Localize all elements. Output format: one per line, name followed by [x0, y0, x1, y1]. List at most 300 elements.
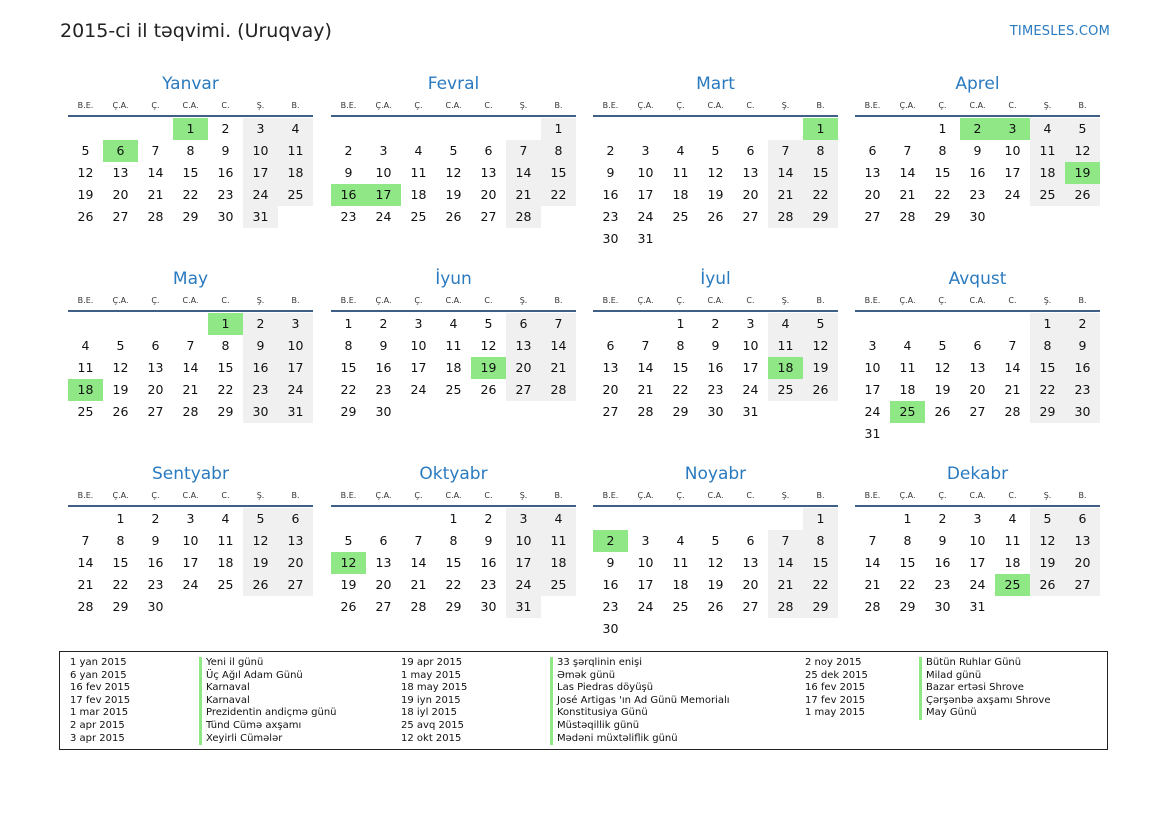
day-cell: 31 — [864, 426, 881, 441]
weekday-header: Ç.A. — [112, 491, 129, 500]
day-cell: 27 — [969, 404, 986, 419]
empty-cell — [855, 118, 890, 140]
day-cell: 26 — [243, 574, 278, 596]
header-rule — [68, 310, 313, 312]
day-cell: 7 — [186, 338, 195, 353]
day-cell: 6 — [606, 338, 615, 353]
weekday-header: C.A. — [445, 296, 462, 305]
day-cell: 2 — [243, 313, 278, 335]
day-cell: 19 — [77, 187, 94, 202]
day-cell: 13 — [278, 530, 313, 552]
legend-holiday-name: Bazar ertəsi Shrove — [926, 682, 1024, 694]
day-cell: 10 — [243, 140, 278, 162]
week-row — [855, 423, 1100, 445]
day-cell: 23 — [934, 577, 951, 592]
empty-cell — [768, 228, 803, 250]
day-cell: 26 — [112, 404, 129, 419]
week-row — [855, 184, 1100, 206]
empty-cell — [331, 508, 366, 530]
day-cell: 23 — [375, 382, 392, 397]
weekday-header: C.A. — [445, 491, 462, 500]
legend-holiday-name: José Artigas 'ın Ad Günü Memorialı — [557, 694, 730, 706]
month-name: Aprel — [955, 74, 1000, 94]
day-cell: 24 — [742, 382, 759, 397]
week-row — [855, 530, 1100, 552]
week-row — [331, 118, 576, 140]
empty-cell — [541, 401, 576, 423]
week-row — [593, 618, 838, 640]
day-cell: 18 — [672, 187, 689, 202]
day-cell: 25 — [890, 401, 925, 423]
day-cell: 30 — [1065, 401, 1100, 423]
empty-cell — [995, 206, 1030, 228]
weekday-header: Ş. — [519, 491, 528, 500]
weekday-header: Ç.A. — [375, 491, 392, 500]
weekday-header: Ç. — [414, 101, 423, 110]
day-cell: 15 — [182, 165, 199, 180]
day-cell: 10 — [182, 533, 199, 548]
header-rule — [593, 115, 838, 117]
legend-holiday-marker — [199, 657, 202, 745]
week-row — [331, 379, 576, 401]
day-cell: 2 — [151, 511, 160, 526]
day-cell: 25 — [410, 209, 427, 224]
day-cell: 30 — [217, 209, 234, 224]
weekday-header-row — [68, 294, 313, 308]
day-cell: 21 — [1004, 382, 1021, 397]
month-name: Oktyabr — [419, 464, 488, 484]
weekday-header: B.E. — [77, 296, 94, 305]
day-cell: 23 — [602, 209, 619, 224]
week-row — [331, 335, 576, 357]
day-cell: 31 — [969, 599, 986, 614]
week-row — [855, 140, 1100, 162]
weekday-header: B. — [816, 296, 825, 305]
empty-cell — [366, 508, 401, 530]
empty-cell — [663, 618, 698, 640]
day-cell: 1 — [344, 316, 353, 331]
site-link[interactable]: TIMESLES.COM — [1009, 24, 1110, 39]
header-rule — [855, 115, 1100, 117]
weekday-header: Ç. — [676, 296, 685, 305]
empty-cell — [768, 401, 803, 423]
weekday-header-row — [331, 489, 576, 503]
weekday-header: B.E. — [340, 101, 357, 110]
legend-date: 19 apr 2015 — [401, 657, 463, 668]
day-cell: 17 — [243, 162, 278, 184]
empty-cell — [68, 118, 103, 140]
legend-date: 1 may 2015 — [401, 669, 461, 681]
week-row — [68, 184, 313, 206]
day-cell: 7 — [81, 533, 90, 548]
day-cell: 13 — [147, 360, 164, 375]
empty-cell — [593, 118, 628, 140]
empty-cell — [401, 508, 436, 530]
day-cell: 3 — [379, 143, 388, 158]
day-cell: 27 — [112, 209, 129, 224]
day-cell: 14 — [768, 162, 803, 184]
day-cell: 18 — [410, 187, 427, 202]
day-cell: 24 — [969, 577, 986, 592]
week-row — [593, 596, 838, 618]
day-cell: 4 — [414, 143, 423, 158]
week-row — [593, 118, 838, 140]
weekday-header: C. — [221, 491, 230, 500]
day-cell: 24 — [506, 574, 541, 596]
day-cell: 1 — [449, 511, 458, 526]
legend-holiday-name: Milad günü — [926, 669, 982, 681]
day-cell: 18 — [278, 162, 313, 184]
legend-dates-column — [70, 657, 130, 745]
weekday-header: B. — [816, 491, 825, 500]
page-title: 2015-ci il təqvimi. (Uruqvay) — [60, 20, 332, 42]
day-cell: 9 — [379, 338, 388, 353]
legend-date: 19 iyn 2015 — [401, 694, 461, 706]
weekday-header: Ç. — [151, 101, 160, 110]
weekday-header: C. — [484, 296, 493, 305]
day-cell: 12 — [480, 338, 497, 353]
weekday-header: Ç.A. — [637, 296, 654, 305]
empty-cell — [506, 118, 541, 140]
empty-cell — [471, 401, 506, 423]
day-cell: 3 — [186, 511, 195, 526]
legend-date: 1 may 2015 — [805, 707, 865, 719]
weekday-header: B. — [554, 296, 563, 305]
day-cell: 27 — [1065, 574, 1100, 596]
empty-cell — [698, 508, 733, 530]
day-cell: 16 — [331, 184, 366, 206]
day-cell: 29 — [934, 209, 951, 224]
weekday-header: Ş. — [519, 296, 528, 305]
week-row — [593, 184, 838, 206]
day-cell: 29 — [803, 596, 838, 618]
day-cell: 22 — [182, 187, 199, 202]
day-cell: 31 — [742, 404, 759, 419]
legend-date: 25 dek 2015 — [805, 669, 868, 681]
day-cell: 20 — [1065, 552, 1100, 574]
day-cell: 24 — [864, 404, 881, 419]
empty-cell — [103, 313, 138, 335]
empty-cell — [401, 118, 436, 140]
day-cell: 23 — [480, 577, 497, 592]
weekday-header: B. — [1078, 296, 1087, 305]
weekday-header: Ç. — [676, 101, 685, 110]
week-row — [593, 357, 838, 379]
day-cell: 4 — [449, 316, 458, 331]
day-cell: 12 — [707, 555, 724, 570]
day-cell: 11 — [672, 555, 689, 570]
empty-cell — [960, 313, 995, 335]
empty-cell — [138, 118, 173, 140]
day-cell: 17 — [278, 357, 313, 379]
week-row — [331, 313, 576, 335]
day-cell: 10 — [375, 165, 392, 180]
week-row — [593, 552, 838, 574]
day-cell: 9 — [484, 533, 493, 548]
week-row — [331, 184, 576, 206]
day-cell: 4 — [1008, 511, 1017, 526]
week-row — [68, 596, 313, 618]
day-cell: 6 — [151, 338, 160, 353]
day-cell: 8 — [344, 338, 353, 353]
day-cell: 19 — [243, 552, 278, 574]
weekday-header: B.E. — [77, 491, 94, 500]
empty-cell — [628, 118, 663, 140]
week-row — [593, 530, 838, 552]
day-cell: 19 — [1030, 552, 1065, 574]
weekday-header: B. — [291, 101, 300, 110]
week-row — [68, 335, 313, 357]
day-cell: 6 — [484, 143, 493, 158]
weekday-header: Ş. — [1043, 101, 1052, 110]
legend-holiday-name: Yeni il günü — [206, 657, 264, 668]
day-cell: 25 — [672, 599, 689, 614]
day-cell: 21 — [506, 184, 541, 206]
day-cell: 11 — [445, 338, 462, 353]
day-cell: 28 — [506, 206, 541, 228]
day-cell: 3 — [414, 316, 423, 331]
legend-holiday-name: Las Piedras döyüşü — [557, 682, 654, 694]
empty-cell — [698, 618, 733, 640]
week-row — [855, 335, 1100, 357]
day-cell: 18 — [1030, 162, 1065, 184]
day-cell: 8 — [116, 533, 125, 548]
day-cell: 17 — [1004, 165, 1021, 180]
weekday-header: Ş. — [256, 491, 265, 500]
day-cell: 20 — [480, 187, 497, 202]
day-cell: 24 — [637, 209, 654, 224]
header-rule — [68, 505, 313, 507]
day-cell: 18 — [445, 360, 462, 375]
week-row — [68, 379, 313, 401]
legend-holiday-name: Əmək günü — [557, 669, 616, 681]
day-cell: 20 — [864, 187, 881, 202]
day-cell: 1 — [208, 313, 243, 335]
day-cell: 9 — [606, 165, 615, 180]
day-cell: 25 — [445, 382, 462, 397]
month-name: Yanvar — [162, 74, 219, 94]
day-cell: 21 — [147, 187, 164, 202]
day-cell: 9 — [606, 555, 615, 570]
day-cell: 20 — [969, 382, 986, 397]
day-cell: 17 — [864, 382, 881, 397]
day-cell: 10 — [410, 338, 427, 353]
header-rule — [331, 310, 576, 312]
day-cell: 26 — [934, 404, 951, 419]
day-cell: 6 — [746, 143, 755, 158]
weekday-header-row — [331, 99, 576, 113]
day-cell: 29 — [217, 404, 234, 419]
day-cell: 19 — [934, 382, 951, 397]
day-cell: 24 — [375, 209, 392, 224]
day-cell: 26 — [707, 209, 724, 224]
week-row — [593, 228, 838, 250]
header-rule — [855, 505, 1100, 507]
day-cell: 30 — [243, 401, 278, 423]
day-cell: 14 — [1004, 360, 1021, 375]
month-name: Dekabr — [946, 464, 1009, 484]
day-cell: 12 — [77, 165, 94, 180]
day-cell: 14 — [899, 165, 916, 180]
week-row — [68, 530, 313, 552]
day-cell: 28 — [182, 404, 199, 419]
day-cell: 8 — [186, 143, 195, 158]
day-cell: 17 — [969, 555, 986, 570]
week-row — [331, 357, 576, 379]
legend-holiday-name: Konstitusiya Günü — [557, 707, 648, 719]
day-cell: 13 — [1065, 530, 1100, 552]
day-cell: 18 — [541, 552, 576, 574]
empty-cell — [628, 313, 663, 335]
day-cell: 23 — [147, 577, 164, 592]
day-cell: 17 — [182, 555, 199, 570]
day-cell: 16 — [1065, 357, 1100, 379]
weekday-header: Ç.A. — [375, 101, 392, 110]
empty-cell — [995, 423, 1030, 445]
day-cell: 26 — [1065, 184, 1100, 206]
day-cell: 6 — [278, 508, 313, 530]
day-cell: 19 — [803, 357, 838, 379]
day-cell: 25 — [1030, 184, 1065, 206]
week-row — [331, 530, 576, 552]
day-cell: 29 — [445, 599, 462, 614]
week-row — [68, 357, 313, 379]
month-5 — [68, 270, 313, 423]
day-cell: 13 — [375, 555, 392, 570]
day-cell: 29 — [803, 206, 838, 228]
day-cell: 13 — [112, 165, 129, 180]
weekday-header: C. — [484, 491, 493, 500]
day-cell: 21 — [410, 577, 427, 592]
day-cell: 12 — [707, 165, 724, 180]
day-cell: 7 — [1008, 338, 1017, 353]
weekday-header-row — [855, 99, 1100, 113]
day-cell: 25 — [278, 184, 313, 206]
day-cell: 23 — [707, 382, 724, 397]
week-row — [331, 574, 576, 596]
day-cell: 4 — [676, 143, 685, 158]
day-cell: 14 — [768, 552, 803, 574]
weekday-header: Ç. — [151, 491, 160, 500]
day-cell: 23 — [217, 187, 234, 202]
day-cell: 27 — [480, 209, 497, 224]
day-cell: 3 — [506, 508, 541, 530]
day-cell: 7 — [151, 143, 160, 158]
legend-date: 12 okt 2015 — [401, 732, 462, 744]
legend-date: 2 noy 2015 — [805, 657, 862, 668]
day-cell: 21 — [864, 577, 881, 592]
day-cell: 21 — [768, 574, 803, 596]
weekday-header: Ç. — [414, 491, 423, 500]
week-row — [593, 162, 838, 184]
day-cell: 23 — [340, 209, 357, 224]
legend-dates-column — [805, 657, 868, 720]
empty-cell — [1065, 423, 1100, 445]
day-cell: 29 — [1030, 401, 1065, 423]
day-cell: 5 — [344, 533, 353, 548]
day-cell: 26 — [803, 379, 838, 401]
day-cell: 10 — [506, 530, 541, 552]
day-cell: 24 — [182, 577, 199, 592]
empty-cell — [995, 596, 1030, 618]
day-cell: 2 — [711, 316, 720, 331]
week-row — [855, 313, 1100, 335]
day-cell: 15 — [803, 552, 838, 574]
day-cell: 27 — [742, 209, 759, 224]
day-cell: 25 — [541, 574, 576, 596]
day-cell: 10 — [969, 533, 986, 548]
weekday-header-row — [331, 294, 576, 308]
day-cell: 9 — [221, 143, 230, 158]
day-cell: 3 — [278, 313, 313, 335]
day-cell: 22 — [541, 184, 576, 206]
day-cell: 28 — [410, 599, 427, 614]
day-cell: 17 — [410, 360, 427, 375]
holiday-legend — [59, 651, 1108, 750]
header-rule — [68, 115, 313, 117]
weekday-header: Ş. — [781, 491, 790, 500]
legend-date: 18 iyl 2015 — [401, 707, 458, 719]
day-cell: 6 — [103, 140, 138, 162]
day-cell: 16 — [934, 555, 951, 570]
week-row — [331, 401, 576, 423]
day-cell: 16 — [707, 360, 724, 375]
day-cell: 8 — [803, 530, 838, 552]
weekday-header: Ş. — [781, 296, 790, 305]
day-cell: 8 — [1030, 335, 1065, 357]
legend-holiday-marker — [550, 657, 553, 745]
weekday-header: Ç.A. — [637, 101, 654, 110]
day-cell: 2 — [344, 143, 353, 158]
day-cell: 30 — [934, 599, 951, 614]
weekday-header: Ş. — [1043, 296, 1052, 305]
weekday-header: Ç. — [938, 296, 947, 305]
day-cell: 30 — [147, 599, 164, 614]
day-cell: 16 — [147, 555, 164, 570]
empty-cell — [1065, 206, 1100, 228]
empty-cell — [890, 118, 925, 140]
weekday-header: Ç. — [676, 491, 685, 500]
day-cell: 30 — [969, 209, 986, 224]
day-cell: 11 — [217, 533, 234, 548]
empty-cell — [541, 206, 576, 228]
day-cell: 8 — [541, 140, 576, 162]
day-cell: 11 — [278, 140, 313, 162]
day-cell: 24 — [1004, 187, 1021, 202]
empty-cell — [733, 618, 768, 640]
day-cell: 13 — [480, 165, 497, 180]
week-row — [331, 140, 576, 162]
weekday-header: Ç.A. — [899, 491, 916, 500]
empty-cell — [733, 228, 768, 250]
day-cell: 5 — [81, 143, 90, 158]
week-row — [855, 162, 1100, 184]
legend-holiday-name: Müstəqillik günü — [557, 719, 640, 731]
legend-holiday-name: May Günü — [926, 707, 977, 719]
day-cell: 19 — [340, 577, 357, 592]
day-cell: 13 — [969, 360, 986, 375]
empty-cell — [68, 508, 103, 530]
empty-cell — [698, 118, 733, 140]
day-cell: 9 — [938, 533, 947, 548]
day-cell: 5 — [449, 143, 458, 158]
day-cell: 23 — [1065, 379, 1100, 401]
day-cell: 29 — [112, 599, 129, 614]
day-cell: 16 — [969, 165, 986, 180]
day-cell: 3 — [243, 118, 278, 140]
legend-holiday-name: 33 şərqlinin enişi — [557, 657, 642, 668]
empty-cell — [401, 401, 436, 423]
